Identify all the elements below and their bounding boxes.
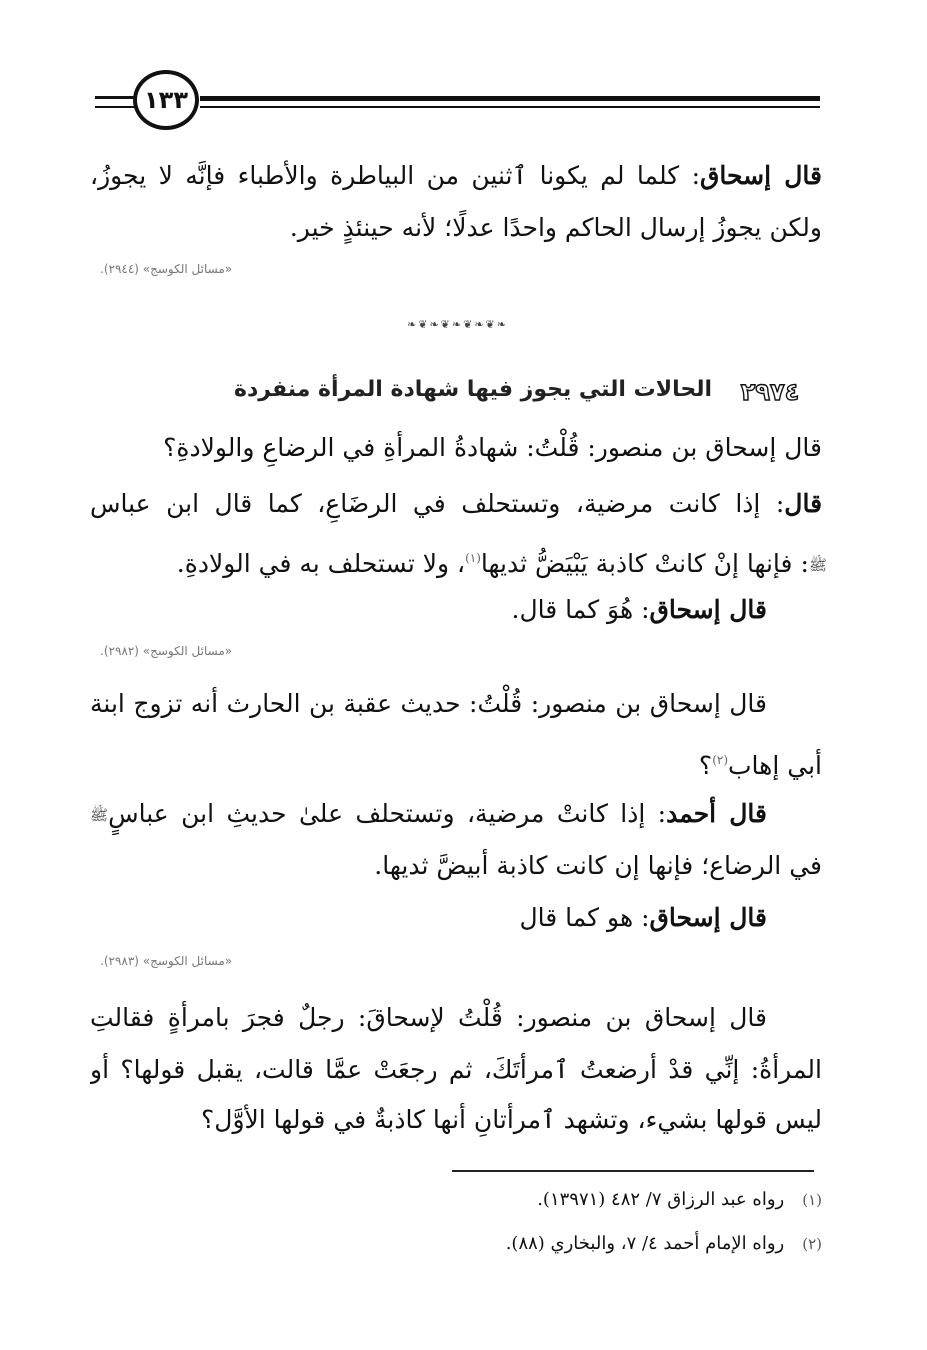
line-text: ليس قولها بشيء، وتشهد ٱمرأتانِ أنها كاذبةٌ في قولها الأوَّل؟: [201, 1105, 822, 1134]
header-rule-left-thin: [95, 106, 135, 108]
speaker-label: قال: [784, 489, 822, 518]
speaker-label: قال إسحاق: [700, 161, 822, 190]
text-line: [90, 684, 767, 724]
line-text: قال إسحاق بن منصور: قُلْتُ لإسحاقَ: رجلٌ فجرَ بامرأةٍ فقالتِ: [90, 1003, 767, 1032]
footnote-text: رواه الإمام أحمد ٤/ ٧، والبخاري (٨٨).: [505, 1233, 785, 1254]
footnote-text: رواه عبد الرزاق ٧/ ٤٨٢ (١٣٩٧١).: [537, 1189, 785, 1210]
footnote-ref-1[interactable]: (١): [465, 551, 481, 565]
text-line: [90, 538, 827, 585]
speaker-label: قال إسحاق: [649, 903, 767, 932]
line-text: : إذا كانت مرضية، وتستحلف في الرضَاعِ، كما قال ابن عباس: [90, 489, 785, 518]
header-rule-left-thick: [95, 96, 135, 99]
line-text: : إذا كانتْ مرضية، وتستحلف علىٰ حديثِ ابن عباسٍ: [108, 799, 667, 828]
text-line: [90, 208, 822, 248]
source-citation: «مسائل الكوسج» (٢٩٤٤).: [100, 262, 233, 276]
line-text: قال إسحاق بن منصور: قُلْتُ: حديث عقبة بن الحارث أنه تزوج ابنة: [90, 689, 767, 718]
speaker-label: قال أحمد: [666, 799, 767, 828]
line-text: ، ولا تستحلف به في الولادةِ.: [176, 549, 466, 578]
text-line: [90, 794, 767, 835]
text-line: [90, 484, 822, 524]
section-number: ٢٩٧٤: [740, 378, 800, 406]
footnote-2: [506, 1230, 822, 1258]
honorific-glyph: ﷺ: [808, 556, 827, 574]
line-text: المرأةُ: إنِّي قدْ أرضعتُ ٱمرأتَكَ، ثم رجعَتْ عمَّا قالت، يقبل قولها؟ أو: [90, 1055, 822, 1084]
footnote-separator: [452, 1170, 814, 1172]
text-line: [90, 1100, 822, 1140]
line-text: : فإنها إنْ كانتْ كاذبة يَبْيَضُّ ثديها: [480, 549, 809, 578]
text-line: [90, 998, 767, 1038]
line-text: في الرضاع؛ فإنها إن كانت كاذبة أبيضَّ ثديها.: [374, 851, 822, 880]
line-text: : كلما لم يكونا ٱثنين من البياطرة والأطباء فإنَّه لا يجوزُ،: [90, 161, 701, 190]
line-text: أبي إهاب: [728, 751, 822, 780]
line-text: ؟: [698, 751, 713, 780]
text-line: [90, 740, 822, 786]
line-text: ولكن يجوزُ إرسال الحاكم واحدًا عدلًا؛ لأنه حينئذٍ خير.: [289, 213, 822, 242]
text-line: [90, 1050, 822, 1090]
footnote-number: (٢): [802, 1235, 822, 1253]
text-line: [90, 156, 822, 196]
honorific-glyph: ﷺ: [90, 806, 109, 824]
text-line: [90, 898, 767, 938]
section-heading: الحالات التي يجوز فيها شهادة المرأة منفردة: [233, 377, 712, 402]
footnote-number: (١): [802, 1191, 822, 1209]
text-line: [90, 846, 822, 886]
source-citation: «مسائل الكوسج» (٢٩٨٣).: [100, 954, 233, 968]
line-text: : هُوَ كما قال.: [511, 595, 650, 624]
footnote-ref-2[interactable]: (٢): [712, 753, 729, 767]
text-line: [90, 590, 767, 630]
section-divider-ornament: ❧❦❧❦❧❦❧❦❧: [407, 318, 508, 331]
header-rule-thin: [200, 106, 820, 108]
text-line: [90, 428, 822, 468]
page-number: ١٣٣: [133, 70, 199, 130]
line-text: : هو كما قال: [519, 903, 650, 932]
speaker-label: قال إسحاق: [649, 595, 767, 624]
line-text: قال إسحاق بن منصور: قُلْتُ: شهادةُ المرأةِ في الرضاعِ والولادةِ؟: [163, 433, 822, 462]
footnote-1: [537, 1186, 822, 1214]
header-rule-thick: [200, 96, 820, 101]
source-citation: «مسائل الكوسج» (٢٩٨٢).: [100, 644, 233, 658]
